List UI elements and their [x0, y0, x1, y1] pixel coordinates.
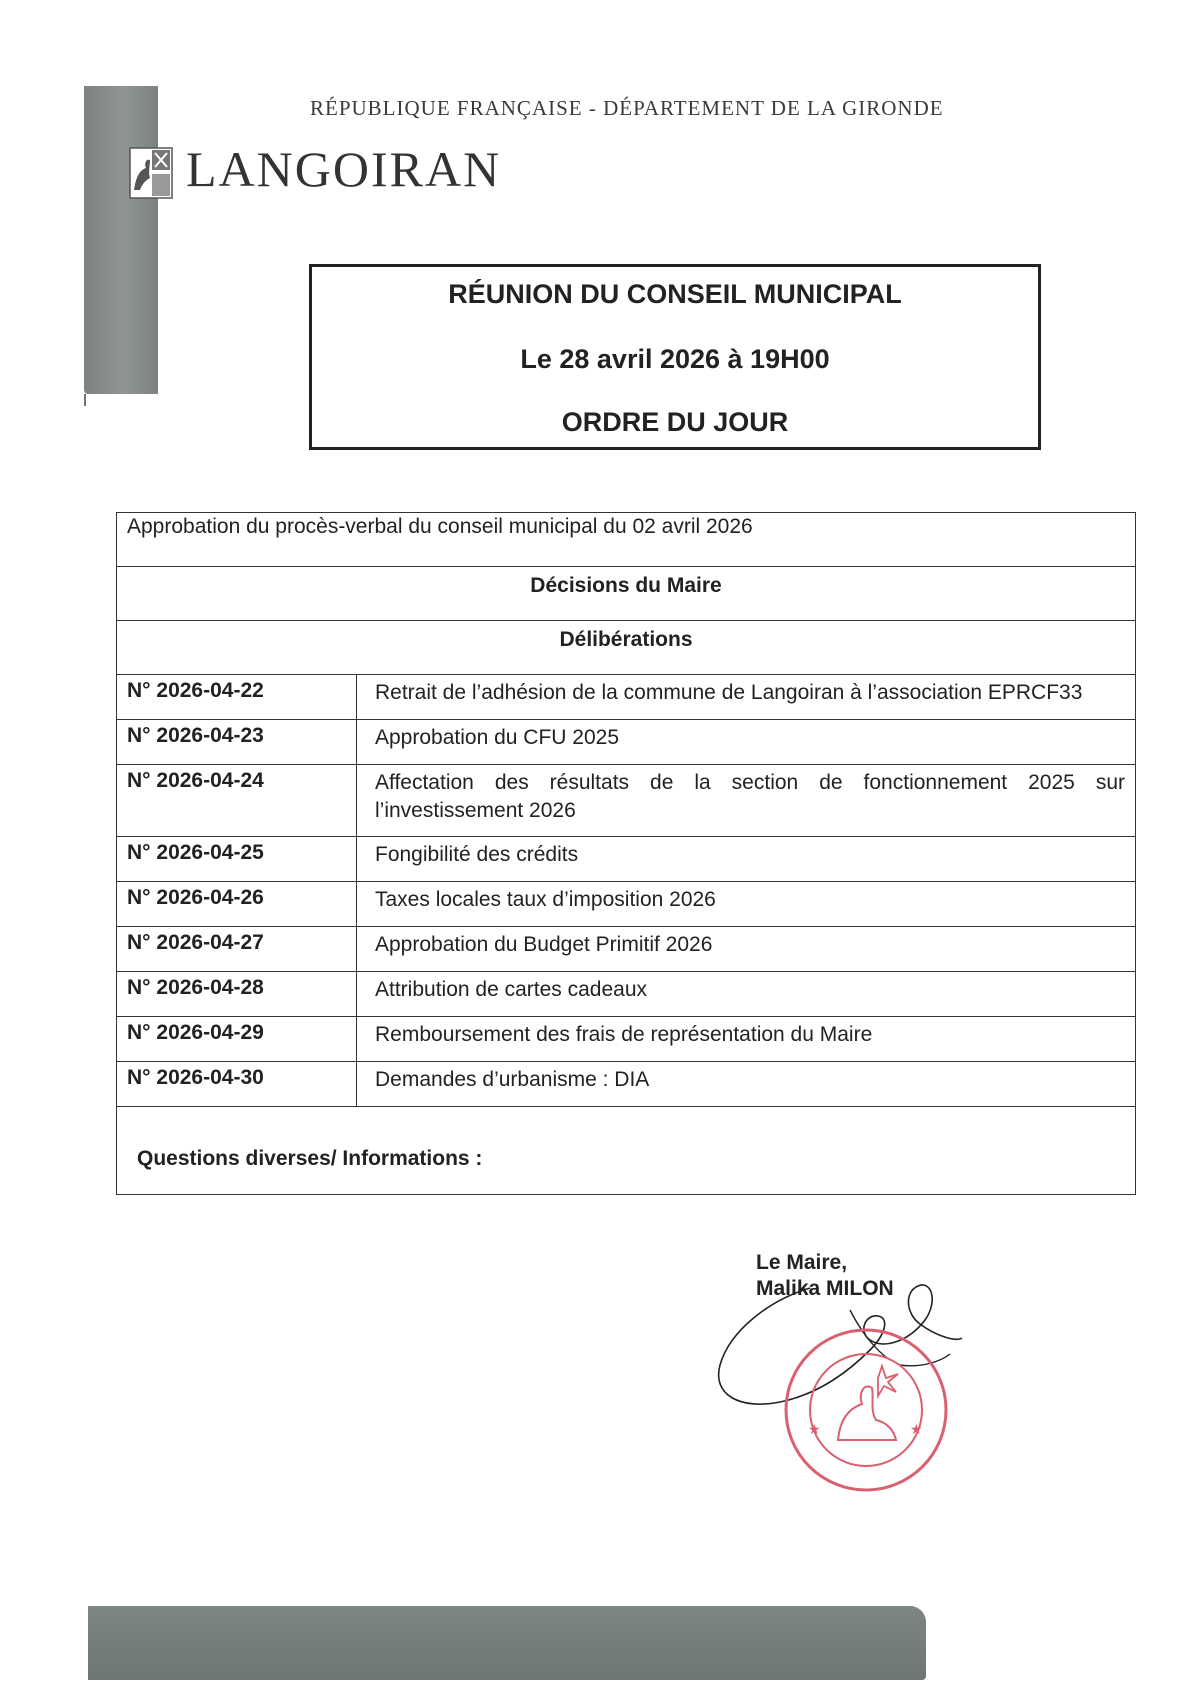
deliberation-subject: Approbation du Budget Primitif 2026 [357, 927, 1136, 972]
deliberation-row [117, 675, 1136, 720]
coat-of-arms-icon [128, 146, 174, 200]
deliberations-row [117, 621, 1136, 675]
deliberation-subject: Approbation du CFU 2025 [357, 720, 1136, 765]
deliberation-subject: Fongibilité des crédits [357, 837, 1136, 882]
deliberation-subject: Demandes d’urbanisme : DIA [357, 1062, 1136, 1107]
deliberation-row [117, 972, 1136, 1017]
deliberation-number: N° 2026-04-22 [117, 675, 357, 720]
deliberation-subject: Affectation des résultats de la section de fonctionnement 2025 sur l’investissement 2026 [357, 765, 1136, 837]
questions-row [117, 1107, 1136, 1195]
deliberations-heading: Délibérations [117, 621, 1136, 675]
town-name: LANGOIRAN [186, 141, 502, 197]
deliberation-number: N° 2026-04-25 [117, 837, 357, 882]
deliberation-number: N° 2026-04-27 [117, 927, 357, 972]
agenda-table [116, 512, 1136, 1195]
deliberation-row [117, 927, 1136, 972]
deliberation-subject: Remboursement des frais de représentation du Maire [357, 1017, 1136, 1062]
questions-label: Questions diverses/ Informations : [117, 1107, 1136, 1195]
deliberation-subject: Attribution de cartes cadeaux [357, 972, 1136, 1017]
deliberation-row [117, 1017, 1136, 1062]
meeting-date: Le 28 avril 2026 à 19H00 [520, 344, 830, 374]
deliberation-number: N° 2026-04-24 [117, 765, 357, 837]
meeting-title: RÉUNION DU CONSEIL MUNICIPAL [448, 279, 902, 309]
deliberation-row [117, 720, 1136, 765]
deliberation-subject: Taxes locales taux d’imposition 2026 [357, 882, 1136, 927]
deliberation-row [117, 765, 1136, 837]
decisions-heading: Décisions du Maire [117, 567, 1136, 621]
decorative-side-bar [84, 86, 158, 394]
svg-text:★: ★ [808, 1421, 821, 1437]
decisions-row [117, 567, 1136, 621]
agenda-heading: ORDRE DU JOUR [561, 407, 789, 437]
deliberation-number: N° 2026-04-26 [117, 882, 357, 927]
town-hall-stamp [778, 1322, 954, 1498]
deliberation-number: N° 2026-04-28 [117, 972, 357, 1017]
decorative-bottom-bar [88, 1606, 926, 1680]
deliberation-row [117, 837, 1136, 882]
mayor-role: Le Maire, [756, 1251, 848, 1274]
title-box [309, 264, 1041, 450]
approval-text: Approbation du procès-verbal du conseil municipal du 02 avril 2026 [117, 513, 1136, 567]
deliberation-row [117, 1062, 1136, 1107]
mayor-name: Malika MILON [756, 1276, 894, 1300]
deliberation-number: N° 2026-04-30 [117, 1062, 357, 1107]
deliberation-number: N° 2026-04-23 [117, 720, 357, 765]
deliberation-number: N° 2026-04-29 [117, 1017, 357, 1062]
deliberation-subject: Retrait de l’adhésion de la commune de Langoiran à l’association EPRCF33 [357, 675, 1136, 720]
deliberation-row [117, 882, 1136, 927]
approval-row [117, 513, 1136, 567]
svg-text:★: ★ [910, 1421, 923, 1437]
republic-department-line: RÉPUBLIQUE FRANÇAISE - DÉPARTEMENT DE LA GIRONDE [310, 96, 944, 120]
